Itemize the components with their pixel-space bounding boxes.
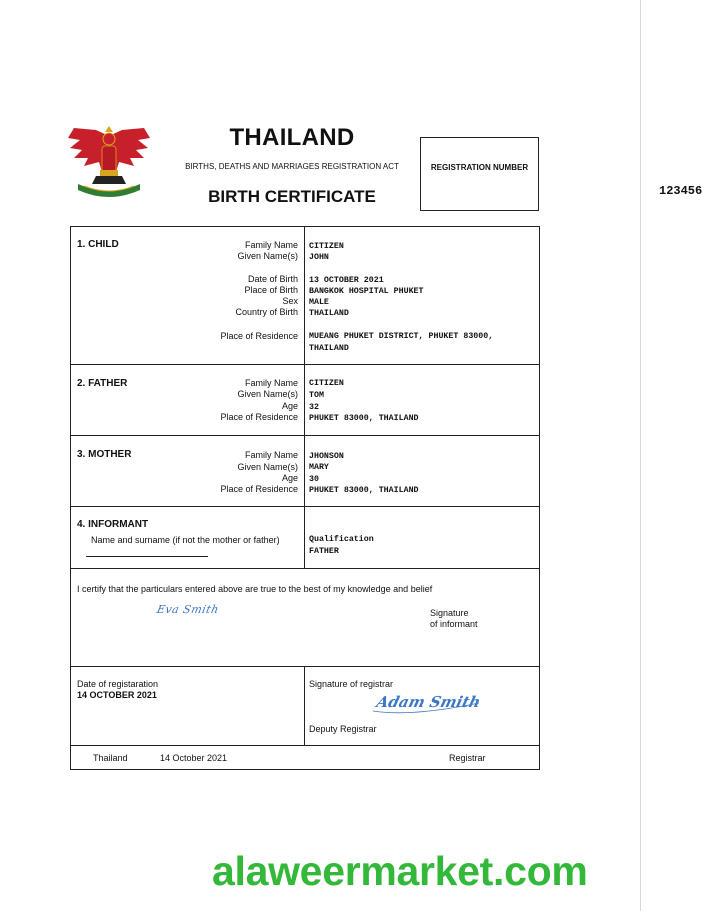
child-given-names-label: Given Name(s) xyxy=(237,251,298,261)
father-given-names: TOM xyxy=(309,391,324,400)
child-family-name-label: Family Name xyxy=(244,240,298,250)
divider xyxy=(71,506,539,507)
mother-age-label: Age xyxy=(281,473,298,483)
registration-date: 14 OCTOBER 2021 xyxy=(77,690,157,700)
father-age-label: Age xyxy=(281,401,298,411)
document-title: BIRTH CERTIFICATE xyxy=(208,187,376,206)
act-subtitle: BIRTHS, DEATHS AND MARRIAGES REGISTRATION ACT xyxy=(185,162,399,171)
informant-signature-label-line2: of informant xyxy=(430,619,478,629)
child-given-names: JOHN xyxy=(309,253,329,262)
registrar-signature: Adam Smith xyxy=(374,693,483,711)
informant-name-label: Name and surname (if not the mother or father) xyxy=(91,535,280,545)
mother-residence-label: Place of Residence xyxy=(220,484,298,494)
column-divider xyxy=(304,666,305,745)
qualification-value: FATHER xyxy=(309,547,339,556)
footer-date: 14 October 2021 xyxy=(160,753,228,763)
section-mother-heading: 3. MOTHER xyxy=(77,449,132,460)
child-pob-label: Place of Birth xyxy=(244,285,298,295)
informant-name-line xyxy=(86,556,208,557)
father-family-name-label: Family Name xyxy=(244,378,298,388)
child-residence-line2: THAILAND xyxy=(309,344,349,353)
father-residence-label: Place of Residence xyxy=(220,412,298,422)
father-family-name: CITIZEN xyxy=(309,379,344,388)
section-child-heading: 1. CHILD xyxy=(77,239,119,250)
child-country-label: Country of Birth xyxy=(235,307,298,317)
divider xyxy=(71,745,539,746)
divider xyxy=(71,435,539,436)
watermark: alaweermarket.com xyxy=(212,848,588,894)
mother-given-names-label: Given Name(s) xyxy=(237,462,298,472)
divider xyxy=(71,568,539,569)
child-residence-label: Place of Residence xyxy=(220,331,298,341)
footer-role: Registrar xyxy=(449,753,486,763)
father-given-names-label: Given Name(s) xyxy=(237,389,298,399)
garuda-emblem-icon xyxy=(66,126,152,202)
column-divider xyxy=(304,227,305,568)
country-title: THAILAND xyxy=(229,124,355,151)
mother-residence: PHUKET 83000, THAILAND xyxy=(309,486,419,495)
registration-label: REGISTRATION NUMBER xyxy=(430,163,529,172)
child-family-name: CITIZEN xyxy=(309,242,344,251)
father-age: 32 xyxy=(309,403,319,412)
child-dob: 13 OCTOBER 2021 xyxy=(309,276,384,285)
child-sex: MALE xyxy=(309,298,329,307)
mother-family-name-label: Family Name xyxy=(244,450,298,460)
footer-place: Thailand xyxy=(93,753,128,763)
mother-family-name: JHONSON xyxy=(309,452,344,461)
deputy-registrar: Deputy Registrar xyxy=(309,724,377,734)
certificate-table xyxy=(70,226,540,770)
registration-number: 123456 xyxy=(659,184,702,198)
child-pob: BANGKOK HOSPITAL PHUKET xyxy=(309,287,424,296)
informant-signature-label-line1: Signature xyxy=(430,608,469,618)
mother-age: 30 xyxy=(309,475,319,484)
divider xyxy=(71,364,539,365)
child-residence-line1: MUEANG PHUKET DISTRICT, PHUKET 83000, xyxy=(309,332,494,341)
divider xyxy=(71,666,539,667)
page-edge xyxy=(640,0,641,911)
child-dob-label: Date of Birth xyxy=(247,274,298,284)
mother-given-names: MARY xyxy=(309,463,329,472)
child-country: THAILAND xyxy=(309,309,349,318)
registration-date-label: Date of registaration xyxy=(77,679,159,689)
section-father-heading: 2. FATHER xyxy=(77,378,128,389)
certification-statement: I certify that the particulars entered above are true to the best of my knowledge and belief xyxy=(77,584,433,594)
father-residence: PHUKET 83000, THAILAND xyxy=(309,414,419,423)
informant-signature: Eva Smith xyxy=(155,603,221,616)
qualification-label: Qualification xyxy=(309,535,374,544)
section-informant-heading: 4. INFORMANT xyxy=(77,519,149,530)
registration-box xyxy=(420,137,702,211)
child-sex-label: Sex xyxy=(282,296,298,306)
registrar-signature-label: Signature of registrar xyxy=(309,679,394,689)
